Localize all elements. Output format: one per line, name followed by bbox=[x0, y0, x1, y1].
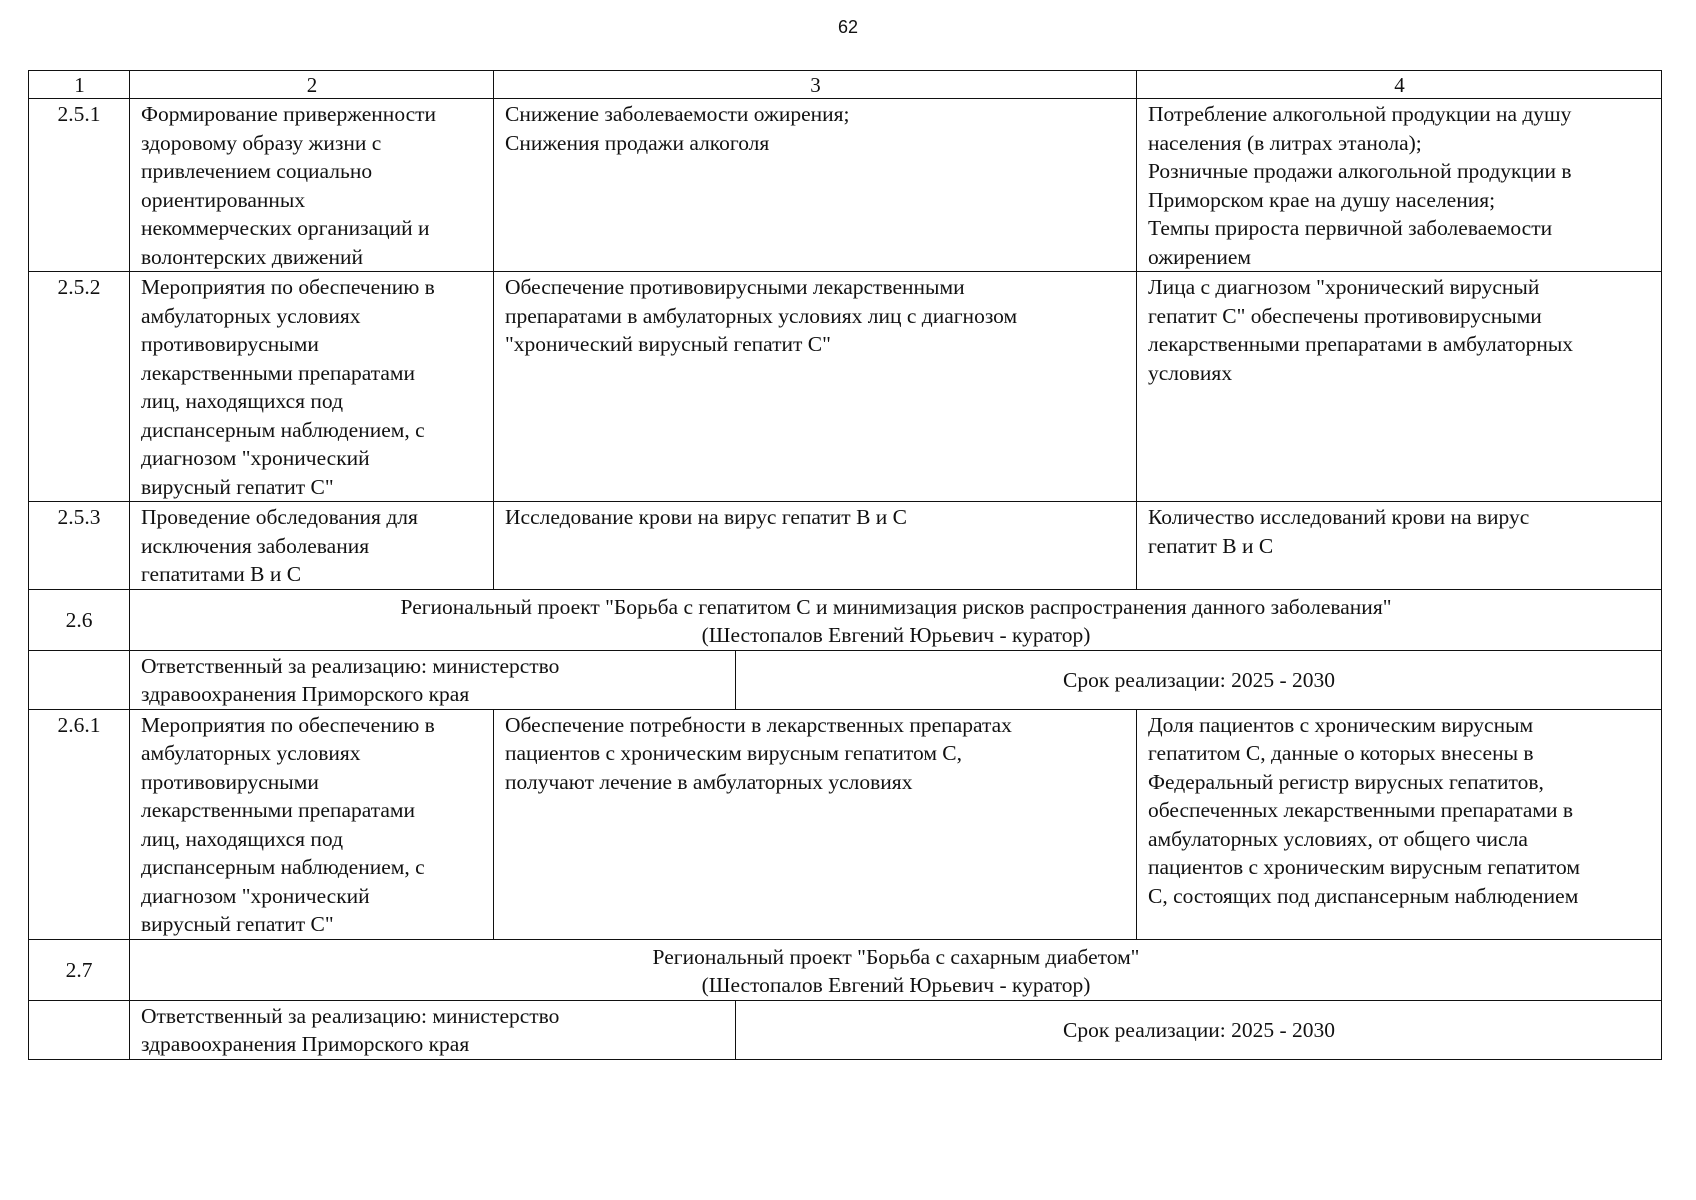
measure-cell bbox=[130, 272, 494, 502]
text-line: здравоохранения Приморского края bbox=[141, 682, 470, 706]
result-cell bbox=[494, 709, 1137, 939]
text-line: лиц, находящихся под bbox=[141, 389, 344, 413]
table-header-row bbox=[29, 71, 1662, 99]
result-cell bbox=[494, 99, 1137, 272]
text-line: Потребление алкогольной продукции на душу bbox=[1148, 102, 1572, 126]
text-line: Проведение обследования для bbox=[141, 505, 418, 529]
measure-cell bbox=[130, 502, 494, 590]
text-line: вирусный гепатит С" bbox=[141, 474, 334, 499]
text-line: исключения заболевания bbox=[141, 533, 370, 558]
text-line: населения (в литрах этанола); bbox=[1148, 130, 1422, 155]
project-title: Региональный проект "Борьба с гепатитом С и минимизация рисков распространения данного заболевания" bbox=[400, 594, 1392, 619]
text-line: гепатитом С, данные о которых внесены в bbox=[1148, 741, 1534, 765]
indicator-cell bbox=[1137, 272, 1662, 502]
page-number: 62 bbox=[837, 17, 859, 37]
text-line: Количество исследований крови на вирус bbox=[1148, 505, 1530, 529]
text-line: лекарственными препаратами в амбулаторных bbox=[1148, 332, 1574, 356]
text-line: Обеспечение противовирусными лекарственными bbox=[505, 275, 965, 299]
row-number: 2.5.3 bbox=[29, 502, 130, 590]
empty-cell bbox=[29, 1000, 130, 1059]
text-line: амбулаторных условиях, от общего числа bbox=[1148, 826, 1528, 851]
row-number: 2.6.1 bbox=[29, 709, 130, 939]
row-number: 2.5.2 bbox=[29, 272, 130, 502]
text-line: Мероприятия по обеспечению в bbox=[141, 275, 435, 299]
table-row bbox=[29, 709, 1662, 939]
text-line: диспансерным наблюдением, с bbox=[141, 417, 425, 442]
text-line: Розничные продажи алкогольной продукции в bbox=[1148, 159, 1572, 183]
text-line: амбулаторных условиях bbox=[141, 303, 361, 328]
text-line: вирусный гепатит С" bbox=[141, 912, 334, 936]
text-line: ориентированных bbox=[141, 187, 306, 212]
text-line: Доля пациентов с хроническим вирусным bbox=[1148, 712, 1534, 737]
measure-cell bbox=[130, 99, 494, 272]
text-line: лекарственными препаратами bbox=[141, 360, 416, 385]
text-line: амбулаторных условиях bbox=[141, 741, 361, 765]
measure-cell bbox=[130, 709, 494, 939]
project-row bbox=[29, 939, 1662, 1000]
table-row bbox=[29, 272, 1662, 502]
text-line: гепатит В и С bbox=[1148, 533, 1274, 558]
text-line: Приморском крае на душу населения; bbox=[1148, 187, 1496, 212]
result-cell bbox=[494, 502, 1137, 590]
empty-cell bbox=[29, 650, 130, 709]
responsible-cell bbox=[130, 650, 736, 709]
text-line: Обеспечение потребности в лекарственных препаратах bbox=[505, 712, 1012, 737]
header-col-1: 1 bbox=[29, 71, 130, 99]
text-line: Ответственный за реализацию: министерство bbox=[141, 653, 560, 678]
text-line: Снижение заболеваемости ожирения; bbox=[505, 102, 850, 126]
text-line: Снижения продажи алкоголя bbox=[505, 130, 770, 155]
header-col-2: 2 bbox=[130, 71, 494, 99]
text-line: диспансерным наблюдением, с bbox=[141, 855, 425, 879]
table-row bbox=[29, 99, 1662, 272]
text-line: лиц, находящихся под bbox=[141, 826, 344, 851]
text-line: Исследование крови на вирус гепатит В и С bbox=[505, 505, 908, 529]
text-line: получают лечение в амбулаторных условиях bbox=[505, 769, 913, 794]
table-row bbox=[29, 502, 1662, 590]
row-number: 2.5.1 bbox=[29, 99, 130, 272]
text-line: лекарственными препаратами bbox=[141, 798, 416, 822]
project-title-cell bbox=[130, 939, 1662, 1000]
result-cell bbox=[494, 272, 1137, 502]
text-line: здоровому образу жизни с bbox=[141, 130, 382, 155]
text-line: ожирением bbox=[1148, 244, 1252, 269]
project-curator: (Шестопалов Евгений Юрьевич - куратор) bbox=[701, 623, 1091, 647]
project-title-cell bbox=[130, 589, 1662, 650]
row-number: 2.6 bbox=[29, 589, 130, 650]
text-line: Формирование приверженности bbox=[141, 102, 437, 126]
term-cell: Срок реализации: 2025 - 2030 bbox=[736, 650, 1662, 709]
measures-table bbox=[28, 70, 1662, 1060]
text-line: диагнозом "хронический bbox=[141, 446, 370, 470]
header-col-4: 4 bbox=[1137, 71, 1662, 99]
text-line: противовирусными bbox=[141, 332, 319, 356]
text-line: С, состоящих под диспансерным наблюдением bbox=[1148, 883, 1579, 908]
text-line: препаратами в амбулаторных условиях лиц с диагнозом bbox=[505, 303, 1018, 328]
text-line: волонтерских движений bbox=[141, 244, 363, 269]
responsible-cell bbox=[130, 1000, 736, 1059]
project-curator: (Шестопалов Евгений Юрьевич - куратор) bbox=[701, 973, 1091, 997]
project-row bbox=[29, 589, 1662, 650]
text-line: пациентов с хроническим вирусным гепатитом С, bbox=[505, 741, 963, 765]
text-line: условиях bbox=[1148, 360, 1233, 385]
responsible-row bbox=[29, 1000, 1662, 1059]
text-line: пациентов с хроническим вирусным гепатитом bbox=[1148, 855, 1580, 879]
header-col-3: 3 bbox=[494, 71, 1137, 99]
indicator-cell bbox=[1137, 99, 1662, 272]
text-line: Федеральный регистр вирусных гепатитов, bbox=[1148, 769, 1544, 794]
text-line: диагнозом "хронический bbox=[141, 883, 370, 908]
text-line: Мероприятия по обеспечению в bbox=[141, 712, 435, 737]
text-line: Ответственный за реализацию: министерство bbox=[141, 1003, 560, 1028]
responsible-row bbox=[29, 650, 1662, 709]
text-line: обеспеченных лекарственными препаратами в bbox=[1148, 798, 1574, 822]
indicator-cell bbox=[1137, 709, 1662, 939]
text-line: Темпы прироста первичной заболеваемости bbox=[1148, 216, 1553, 240]
text-line: здравоохранения Приморского края bbox=[141, 1032, 470, 1056]
text-line: гепатитами В и С bbox=[141, 562, 302, 586]
text-line: привлечением социально bbox=[141, 159, 373, 183]
term-cell: Срок реализации: 2025 - 2030 bbox=[736, 1000, 1662, 1059]
row-number: 2.7 bbox=[29, 939, 130, 1000]
project-title: Региональный проект "Борьба с сахарным диабетом" bbox=[652, 944, 1140, 969]
text-line: гепатит С" обеспечены противовирусными bbox=[1148, 303, 1542, 328]
text-line: противовирусными bbox=[141, 769, 319, 794]
text-line: некоммерческих организаций и bbox=[141, 216, 430, 240]
text-line: Лица с диагнозом "хронический вирусный bbox=[1148, 275, 1540, 299]
indicator-cell bbox=[1137, 502, 1662, 590]
text-line: "хронический вирусный гепатит С" bbox=[505, 332, 831, 356]
